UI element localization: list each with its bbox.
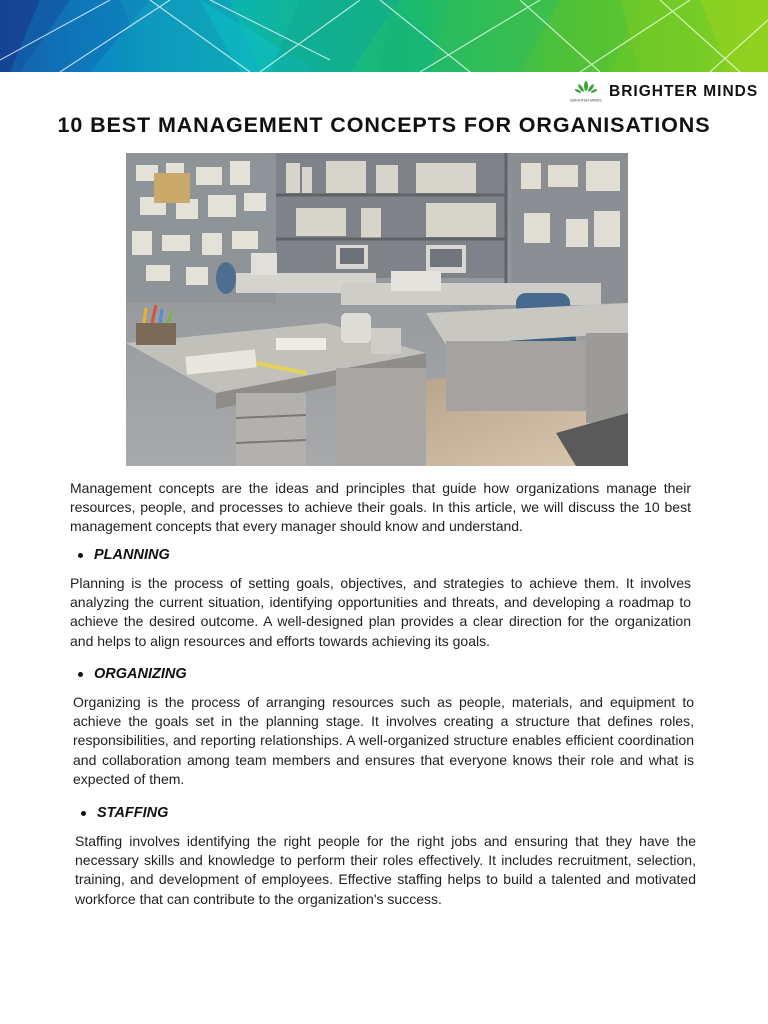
section-heading-label: ORGANIZING [94,666,187,682]
bullet-icon [78,672,83,677]
header-banner [0,0,768,72]
section-body-staffing: Staffing involves identifying the right people for the right jobs and ensuring that they have the necessary skills and knowledge to perform their roles effectively. It includes recruitment, selection, training, and development of employees. Effective staffing helps to build a talented and motivated workforce that can contribute to the organization's success. [75,833,696,907]
banner-graphic [0,0,768,72]
hero-image [126,153,628,466]
bullet-icon [78,553,83,558]
leaf-icon [570,81,602,103]
office-desk-illustration [126,153,628,466]
page-title: 10 BEST MANAGEMENT CONCEPTS FOR ORGANISATIONS [57,113,711,137]
section-heading-staffing [81,805,168,821]
section-heading-organizing [78,666,187,682]
brand [570,80,758,104]
brand-logo [570,81,602,103]
section-body-planning: Planning is the process of setting goals, objectives, and strategies to achieve them. It involves analyzing the current situation, identifying opportunities and threats, and developing a roadmap to achieve the desired outcome. A well-designed plan provides a clear direction for the organization and helps to align resources and efforts towards achieving its goals. [70,575,691,649]
brand-name: BRIGHTER MINDS [609,83,759,100]
section-heading-label: STAFFING [97,805,169,821]
bullet-icon [81,811,86,816]
section-body-organizing: Organizing is the process of arranging resources such as people, materials, and equipment to achieve the goals set in the planning stage. It involves creating a structure that defines roles, responsibilities, and reporting relationships. A well-organized structure enables efficient coordination and collaboration among team members and ensures that everyone knows their role and what is expected of them. [73,694,694,787]
section-heading-planning [78,547,170,563]
section-heading-label: PLANNING [94,547,170,563]
intro-paragraph: Management concepts are the ideas and principles that guide how organizations manage their resources, people, and processes to achieve their goals. In this article, we will discuss the 10 best management concepts that every manager should know and understand. [70,480,691,535]
brand-logo-caption: BRIGHTER MINDS [570,98,602,103]
